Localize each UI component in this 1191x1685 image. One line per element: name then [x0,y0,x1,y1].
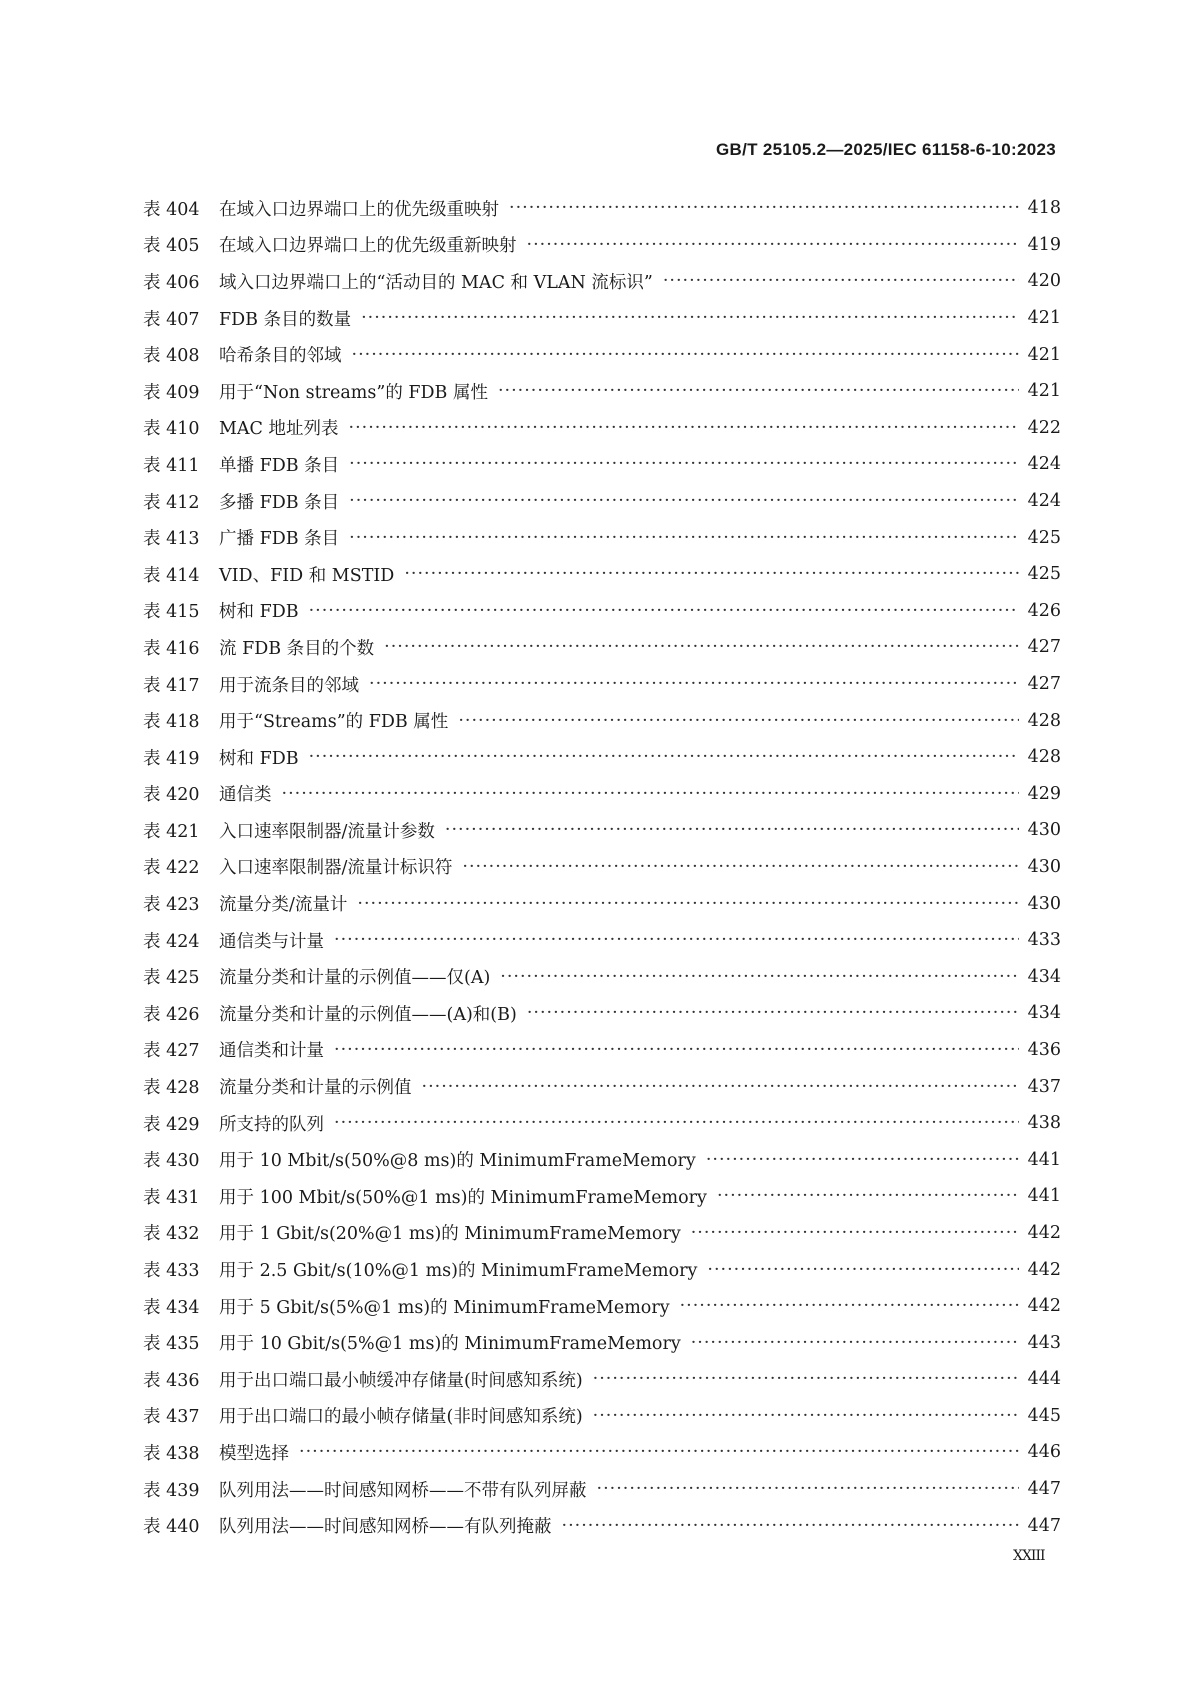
toc-entry-page: 421 [1027,308,1061,329]
toc-entry[interactable] [143,1215,1061,1252]
toc-entry-page: 424 [1027,491,1061,512]
toc-entry-label: 表 414 [143,565,200,586]
toc-entry-page: 419 [1027,234,1061,255]
dot-leader [680,1296,1019,1316]
toc-entry-label: 表 436 [143,1370,200,1391]
dot-leader [349,418,1019,438]
toc-entry-page: 438 [1027,1113,1061,1134]
dot-leader [384,637,1019,657]
toc-entry-label: 表 432 [143,1224,200,1245]
toc-entry-label: 表 433 [143,1261,200,1282]
toc-entry-title: 流量分类和计量的示例值 [219,1078,412,1099]
toc-entry-label: 表 424 [143,931,200,952]
toc-entry-title: 用于 5 Gbit/s(5%@1 ms)的 MinimumFrameMemory [219,1297,670,1318]
toc-entry[interactable] [143,263,1061,300]
toc-entry[interactable] [143,1068,1061,1105]
dot-leader [691,1333,1019,1353]
dot-leader [369,674,1019,694]
toc-entry-title: 单播 FDB 条目 [219,455,340,476]
toc-entry-title: 哈希条目的邻域 [219,346,342,367]
toc-entry-title: 广播 FDB 条目 [219,529,340,550]
toc-entry[interactable] [143,739,1061,776]
toc-entry-title: 域入口边界端口上的“活动目的 MAC 和 VLAN 流标识” [219,272,653,293]
toc-entry[interactable] [143,1361,1061,1398]
toc-entry-page: 437 [1027,1076,1061,1097]
dot-leader [527,1003,1019,1023]
toc-entry[interactable] [143,373,1061,410]
toc-entry[interactable] [143,958,1061,995]
toc-entry-label: 表 428 [143,1078,200,1099]
toc-entry-title: 用于“Streams”的 FDB 属性 [219,712,449,733]
toc-entry-label: 表 405 [143,236,200,257]
toc-entry-label: 表 434 [143,1297,200,1318]
toc-entry[interactable] [143,227,1061,264]
toc-entry-label: 表 438 [143,1443,200,1464]
toc-entry-title: 用于 1 Gbit/s(20%@1 ms)的 MinimumFrameMemory [219,1224,681,1245]
toc-entry[interactable] [143,1032,1061,1069]
toc-entry-label: 表 423 [143,895,200,916]
toc-entry[interactable] [143,1288,1061,1325]
toc-entry-label: 表 419 [143,748,200,769]
toc-entry-title: 树和 FDB [219,602,299,623]
toc-entry-page: 445 [1027,1405,1061,1426]
dot-leader [527,235,1020,255]
dot-leader [593,1369,1019,1389]
toc-entry-label: 表 411 [143,455,200,476]
toc-entry-page: 430 [1027,820,1061,841]
toc-entry-page: 446 [1027,1442,1061,1463]
toc-entry-page: 421 [1027,381,1061,402]
dot-leader [309,601,1019,621]
toc-entry-title: VID、FID 和 MSTID [219,565,395,586]
toc-entry-page: 425 [1027,564,1061,585]
toc-entry-title: 通信类与计量 [219,931,324,952]
dot-leader [361,308,1019,328]
toc-entry-label: 表 430 [143,1151,200,1172]
toc-entry-title: 队列用法——时间感知网桥——不带有队列屏蔽 [219,1480,587,1501]
dot-leader [498,381,1019,401]
toc-entry-title: 用于流条目的邻域 [219,675,359,696]
toc-entry-label: 表 425 [143,968,200,989]
toc-entry-title: 用于 10 Mbit/s(50%@8 ms)的 MinimumFrameMemory [219,1151,696,1172]
dot-leader [509,198,1019,218]
dot-leader [299,1442,1019,1462]
toc-entry-page: 421 [1027,344,1061,365]
toc-entry-label: 表 420 [143,785,200,806]
toc-entry-label: 表 410 [143,419,200,440]
toc-entry[interactable] [143,666,1061,703]
toc-entry-title: 多播 FDB 条目 [219,492,340,513]
toc-entry-label: 表 416 [143,638,200,659]
toc-entry-page: 427 [1027,674,1061,695]
toc-entry-label: 表 417 [143,675,200,696]
document-header: GB/T 25105.2—2025/IEC 61158-6-10:2023 [716,140,1056,159]
toc-entry-label: 表 426 [143,1004,200,1025]
dot-leader [717,1186,1019,1206]
toc-entry[interactable] [143,885,1061,922]
page-number-footer: XXIII [1013,1548,1045,1564]
dot-leader [562,1516,1020,1536]
toc-entry[interactable] [143,849,1061,886]
toc-entry[interactable] [143,519,1061,556]
toc-entry[interactable] [143,300,1061,337]
toc-entry-title: 流量分类/流量计 [219,895,348,916]
toc-entry-title: FDB 条目的数量 [219,309,352,330]
toc-entry-page: 441 [1027,1186,1061,1207]
toc-entry-label: 表 404 [143,199,200,220]
toc-entry-title: 用于 100 Mbit/s(50%@1 ms)的 MinimumFrameMemory [219,1187,707,1208]
toc-entry[interactable] [143,1251,1061,1288]
toc-entry-page: 420 [1027,271,1061,292]
dot-leader [422,1077,1020,1097]
toc-entry[interactable] [143,776,1061,813]
dot-leader [445,820,1019,840]
toc-entry-label: 表 440 [143,1517,200,1538]
dot-leader [349,528,1019,548]
toc-entry-title: 树和 FDB [219,748,299,769]
toc-entry-page: 433 [1027,930,1061,951]
toc-entry-page: 441 [1027,1149,1061,1170]
toc-entry-title: 入口速率限制器/流量计标识符 [219,858,453,879]
dot-leader [352,345,1020,365]
dot-leader [309,747,1019,767]
toc-entry-label: 表 437 [143,1407,200,1428]
toc-entry-label: 表 422 [143,858,200,879]
toc-entry-label: 表 409 [143,382,200,403]
toc-entry-title: 流 FDB 条目的个数 [219,638,375,659]
toc-entry-title: 用于出口端口的最小帧存储量(非时间感知系统) [219,1407,583,1428]
toc-entry-label: 表 439 [143,1480,200,1501]
toc-entry-page: 434 [1027,966,1061,987]
toc-entry[interactable] [143,702,1061,739]
toc-entry-title: 流量分类和计量的示例值——仅(A) [219,968,491,989]
toc-entry[interactable] [143,812,1061,849]
toc-entry-page: 426 [1027,600,1061,621]
toc-entry-page: 447 [1027,1515,1061,1536]
toc-entry-page: 442 [1027,1259,1061,1280]
toc-entry-title: 所支持的队列 [219,1114,324,1135]
toc-entry-label: 表 413 [143,529,200,550]
toc-entry-label: 表 418 [143,712,200,733]
dot-leader [404,564,1019,584]
toc-entry-page: 444 [1027,1369,1061,1390]
toc-entry[interactable] [143,1324,1061,1361]
toc-entry-title: 模型选择 [219,1443,289,1464]
toc-entry-page: 424 [1027,454,1061,475]
toc-entry-title: 用于出口端口最小帧缓冲存储量(时间感知系统) [219,1370,583,1391]
dot-leader [597,1479,1020,1499]
dot-leader [462,857,1019,877]
toc-entry[interactable] [143,995,1061,1032]
toc-entry[interactable] [143,410,1061,447]
toc-entry-title: 在域入口边界端口上的优先级重映射 [219,199,499,220]
toc-entry-label: 表 407 [143,309,200,330]
toc-entry-label: 表 427 [143,1041,200,1062]
toc-entry-page: 427 [1027,637,1061,658]
dot-leader [593,1406,1019,1426]
dot-leader [500,967,1019,987]
toc-entry[interactable] [143,446,1061,483]
toc-entry-page: 428 [1027,747,1061,768]
toc-entry-title: 通信类 [219,785,272,806]
dot-leader [282,784,1020,804]
toc-entry[interactable] [143,922,1061,959]
toc-entry-title: 流量分类和计量的示例值——(A)和(B) [219,1004,517,1025]
toc-entry-label: 表 435 [143,1334,200,1355]
toc-entry-page: 418 [1027,198,1061,219]
toc-entry-label: 表 415 [143,602,200,623]
dot-leader [334,930,1019,950]
toc-entry[interactable] [143,190,1061,227]
toc-entry-page: 442 [1027,1222,1061,1243]
dot-leader [349,454,1019,474]
toc-entry[interactable] [143,1178,1061,1215]
toc-entry-label: 表 412 [143,492,200,513]
toc-entry-title: 入口速率限制器/流量计参数 [219,821,435,842]
toc-entry-title: 用于 2.5 Gbit/s(10%@1 ms)的 MinimumFrameMemory [219,1261,698,1282]
dot-leader [357,894,1019,914]
toc-entry-page: 443 [1027,1332,1061,1353]
dot-leader [707,1260,1019,1280]
toc-entry[interactable] [143,593,1061,630]
dot-leader [458,711,1019,731]
toc-entry[interactable] [143,1434,1061,1471]
toc-entry[interactable] [143,1507,1061,1544]
toc-entry[interactable] [143,336,1061,373]
toc-entry[interactable] [143,629,1061,666]
toc-entry[interactable] [143,1471,1061,1508]
toc-entry[interactable] [143,1105,1061,1142]
toc-entry-page: 422 [1027,417,1061,438]
dot-leader [334,1040,1019,1060]
toc-entry[interactable] [143,483,1061,520]
toc-entry-page: 425 [1027,527,1061,548]
toc-entry[interactable] [143,1141,1061,1178]
toc-entry-label: 表 421 [143,821,200,842]
toc-entry-label: 表 406 [143,272,200,293]
toc-entry-page: 434 [1027,1003,1061,1024]
toc-entry[interactable] [143,1398,1061,1435]
toc-entry-title: 用于 10 Gbit/s(5%@1 ms)的 MinimumFrameMemory [219,1334,681,1355]
toc-entry-page: 430 [1027,893,1061,914]
toc-entry-title: MAC 地址列表 [219,419,339,440]
dot-leader [691,1223,1019,1243]
dot-leader [349,491,1019,511]
toc-entry-page: 430 [1027,856,1061,877]
toc-entry[interactable] [143,556,1061,593]
toc-entry-title: 用于“Non streams”的 FDB 属性 [219,382,488,403]
toc-entry-title: 通信类和计量 [219,1041,324,1062]
toc-entry-title: 在域入口边界端口上的优先级重新映射 [219,236,517,257]
toc-entry-label: 表 431 [143,1187,200,1208]
toc-entry-page: 428 [1027,710,1061,731]
toc-entry-page: 436 [1027,1039,1061,1060]
table-of-contents [143,190,1061,1544]
toc-entry-title: 队列用法——时间感知网桥——有队列掩蔽 [219,1517,552,1538]
toc-entry-page: 429 [1027,783,1061,804]
dot-leader [706,1150,1019,1170]
toc-entry-label: 表 408 [143,346,200,367]
toc-entry-page: 442 [1027,1296,1061,1317]
toc-entry-page: 447 [1027,1479,1061,1500]
dot-leader [663,271,1019,291]
toc-entry-label: 表 429 [143,1114,200,1135]
dot-leader [334,1113,1019,1133]
